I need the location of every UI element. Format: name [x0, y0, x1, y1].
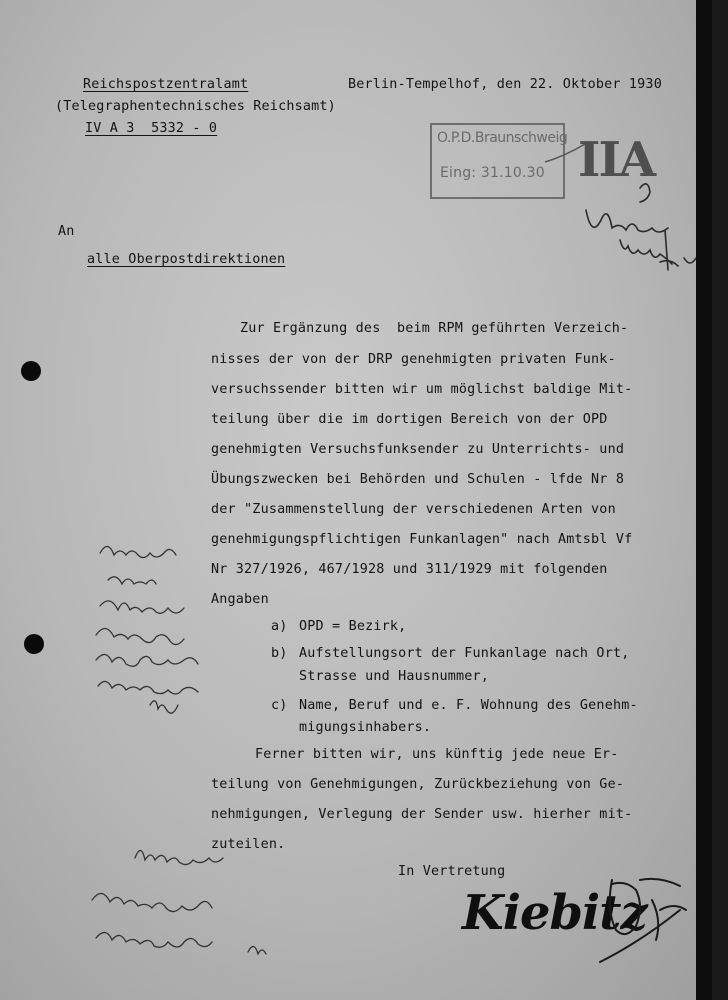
- body-line: teilung über die im dortigen Bereich von der OPD: [211, 412, 608, 427]
- handwritten-note-top-right: [586, 184, 704, 272]
- list-item: Aufstellungsort der Funkanlage nach Ort,: [299, 646, 630, 661]
- signature: Kiebitz: [462, 885, 647, 941]
- body-line: versuchssender bitten wir um möglichst baldige Mit-: [211, 382, 633, 397]
- list-label: c): [271, 698, 288, 713]
- initials-scribble: [600, 879, 686, 962]
- body-line: nisses der von der DRP genehmigten privaten Funk-: [211, 352, 616, 367]
- body-line: Übungszwecken bei Behörden und Schulen - lfde Nr 8: [211, 472, 625, 487]
- body-line: genehmigungspflichtigen Funkanlagen" nach Amtsbl Vf: [211, 532, 633, 547]
- reference-number: IV A 3 5332 - 0: [85, 121, 218, 136]
- list-item: Strasse und Hausnummer,: [299, 669, 490, 684]
- handwritten-note-left-margin: [96, 546, 198, 713]
- department-stamp: IIA: [578, 132, 655, 188]
- list-item: OPD = Bezirk,: [299, 619, 407, 634]
- list-item: Name, Beruf und e. F. Wohnung des Genehm-: [299, 698, 638, 713]
- in-vertretung: In Vertretung: [398, 864, 506, 879]
- closing-line: zuteilen.: [211, 837, 286, 852]
- closing-line: Ferner bitten wir, uns künftig jede neue Er-: [255, 747, 619, 762]
- sender-office-sub: (Telegraphentechnisches Reichsamt): [55, 99, 336, 114]
- body-line: Nr 327/1926, 467/1928 und 311/1929 mit folgenden: [211, 562, 608, 577]
- body-line: Angaben: [211, 592, 269, 607]
- closing-line: nehmigungen, Verlegung der Sender usw. hierher mit-: [211, 807, 633, 822]
- place-date: Berlin-Tempelhof, den 22. Oktober 1930: [348, 77, 662, 92]
- list-label: a): [271, 619, 288, 634]
- handwritten-note-bottom-left: [92, 850, 266, 954]
- address-to: An: [58, 224, 75, 239]
- body-line: genehmigten Versuchsfunksender zu Unterrichts- und: [211, 442, 625, 457]
- stamp-date: Eing: 31.10.30: [440, 165, 545, 181]
- list-item: migungsinhabers.: [299, 720, 432, 735]
- recipient: alle Oberpostdirektionen: [87, 252, 286, 267]
- list-label: b): [271, 646, 288, 661]
- stamp-arrow-mark: [545, 144, 585, 162]
- body-line: der "Zusammenstellung der verschiedenen Arten von: [211, 502, 616, 517]
- scan-edge: [696, 0, 712, 1000]
- closing-line: teilung von Genehmigungen, Zurückbeziehung von Ge-: [211, 777, 625, 792]
- stamp-office: O.P.D.Braunschweig: [437, 130, 568, 146]
- body-line: Zur Ergänzung des beim RPM geführten Verzeich-: [240, 321, 629, 336]
- sender-office: Reichspostzentralamt: [83, 77, 249, 92]
